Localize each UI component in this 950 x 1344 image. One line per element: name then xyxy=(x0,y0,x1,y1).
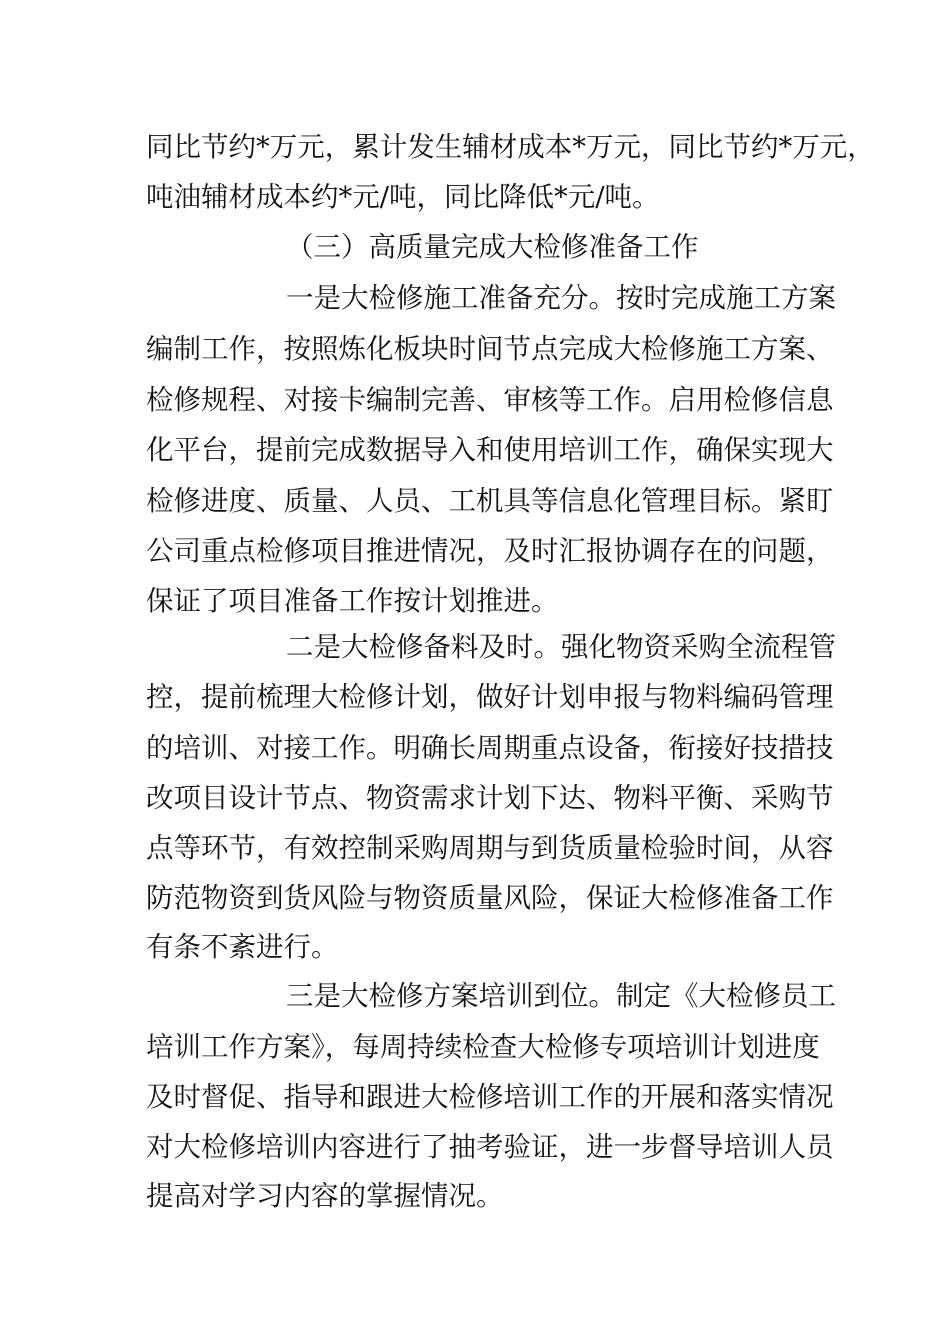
text-line: 检修进度、质量、人员、工机具等信息化管理目标。紧盯 xyxy=(146,485,834,517)
text-line: 同比节约*万元，累计发生辅材成本*万元，同比节约*万元， xyxy=(146,131,875,163)
text-line: 改项目设计节点、物资需求计划下达、物料平衡、采购节 xyxy=(146,782,834,814)
text-line: 有条不紊进行。 xyxy=(146,931,339,963)
section-heading: （三）高质量完成大检修准备工作 xyxy=(286,231,699,263)
text-line: 化平台，提前完成数据导入和使用培训工作，确保实现大 xyxy=(146,434,834,466)
text-line: 编制工作，按照炼化板块时间节点完成大检修施工方案、 xyxy=(146,333,834,365)
text-line: 防范物资到货风险与物资质量风险，保证大检修准备工作 xyxy=(146,882,834,914)
paragraph-first-line: 二是大检修备料及时。强化物资采购全流程管 xyxy=(286,631,836,663)
text-line: 对大检修培训内容进行了抽考验证，进一步督导培训人员 xyxy=(146,1131,834,1163)
text-line: 的培训、对接工作。明确长周期重点设备，衔接好技措技 xyxy=(146,732,834,764)
paragraph-first-line: 一是大检修施工准备充分。按时完成施工方案 xyxy=(286,282,836,314)
text-line: 公司重点检修项目推进情况，及时汇报协调存在的问题， xyxy=(146,535,834,567)
text-line: 检修规程、对接卡编制完善、审核等工作。启用检修信息 xyxy=(146,384,834,416)
text-line: 培训工作方案》，每周持续检查大检修专项培训计划进度 xyxy=(146,1031,820,1063)
text-line: 吨油辅材成本约*元/吨，同比降低*元/吨。 xyxy=(146,181,660,213)
text-line: 控，提前梳理大检修计划，做好计划申报与物料编码管理 xyxy=(146,681,834,713)
paragraph-first-line: 三是大检修方案培训到位。制定《大检修员工 xyxy=(286,980,836,1012)
text-line: 及时督促、指导和跟进大检修培训工作的开展和落实情况 xyxy=(146,1081,834,1113)
text-line: 保证了项目准备工作按计划推进。 xyxy=(146,585,559,617)
text-line: 点等环节，有效控制采购周期与到货质量检验时间，从容 xyxy=(146,832,834,864)
text-line: 提高对学习内容的掌握情况。 xyxy=(146,1180,504,1212)
